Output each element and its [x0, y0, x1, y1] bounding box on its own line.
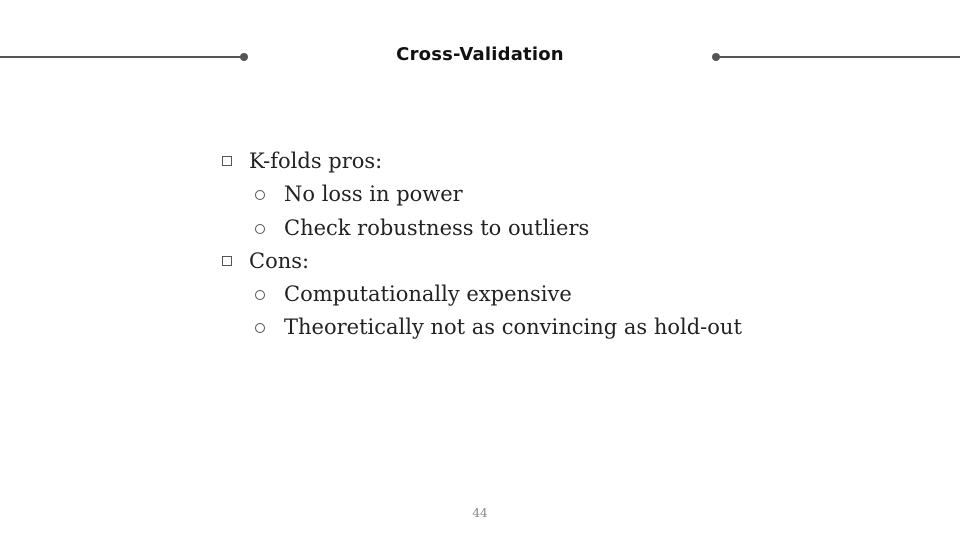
sub-bullet-text: No loss in power [284, 182, 463, 207]
sub-bullet-item [222, 212, 842, 245]
circle-bullet-icon [255, 190, 265, 200]
bullet-item [222, 145, 842, 178]
bullet-text: Cons: [249, 248, 310, 273]
circle-bullet-icon [255, 323, 265, 333]
sub-bullet-text: Theoretically not as convincing as hold-out [284, 315, 742, 340]
square-bullet-icon [222, 156, 232, 166]
slide-title: Cross-Validation [396, 44, 564, 65]
sub-bullet-text: Check robustness to outliers [284, 215, 590, 240]
sub-bullet-item [222, 178, 842, 211]
square-bullet-icon [222, 256, 232, 266]
sub-bullet-item [222, 311, 842, 344]
bullet-list [222, 145, 842, 345]
page-number: 44 [472, 506, 488, 520]
header-rule-right [716, 56, 960, 58]
sub-bullet-text: Computationally expensive [284, 282, 572, 307]
sub-bullet-item [222, 278, 842, 311]
bullet-text: K-folds pros: [249, 149, 383, 173]
circle-bullet-icon [255, 290, 265, 300]
circle-bullet-icon [255, 224, 265, 234]
bullet-item [222, 245, 842, 278]
